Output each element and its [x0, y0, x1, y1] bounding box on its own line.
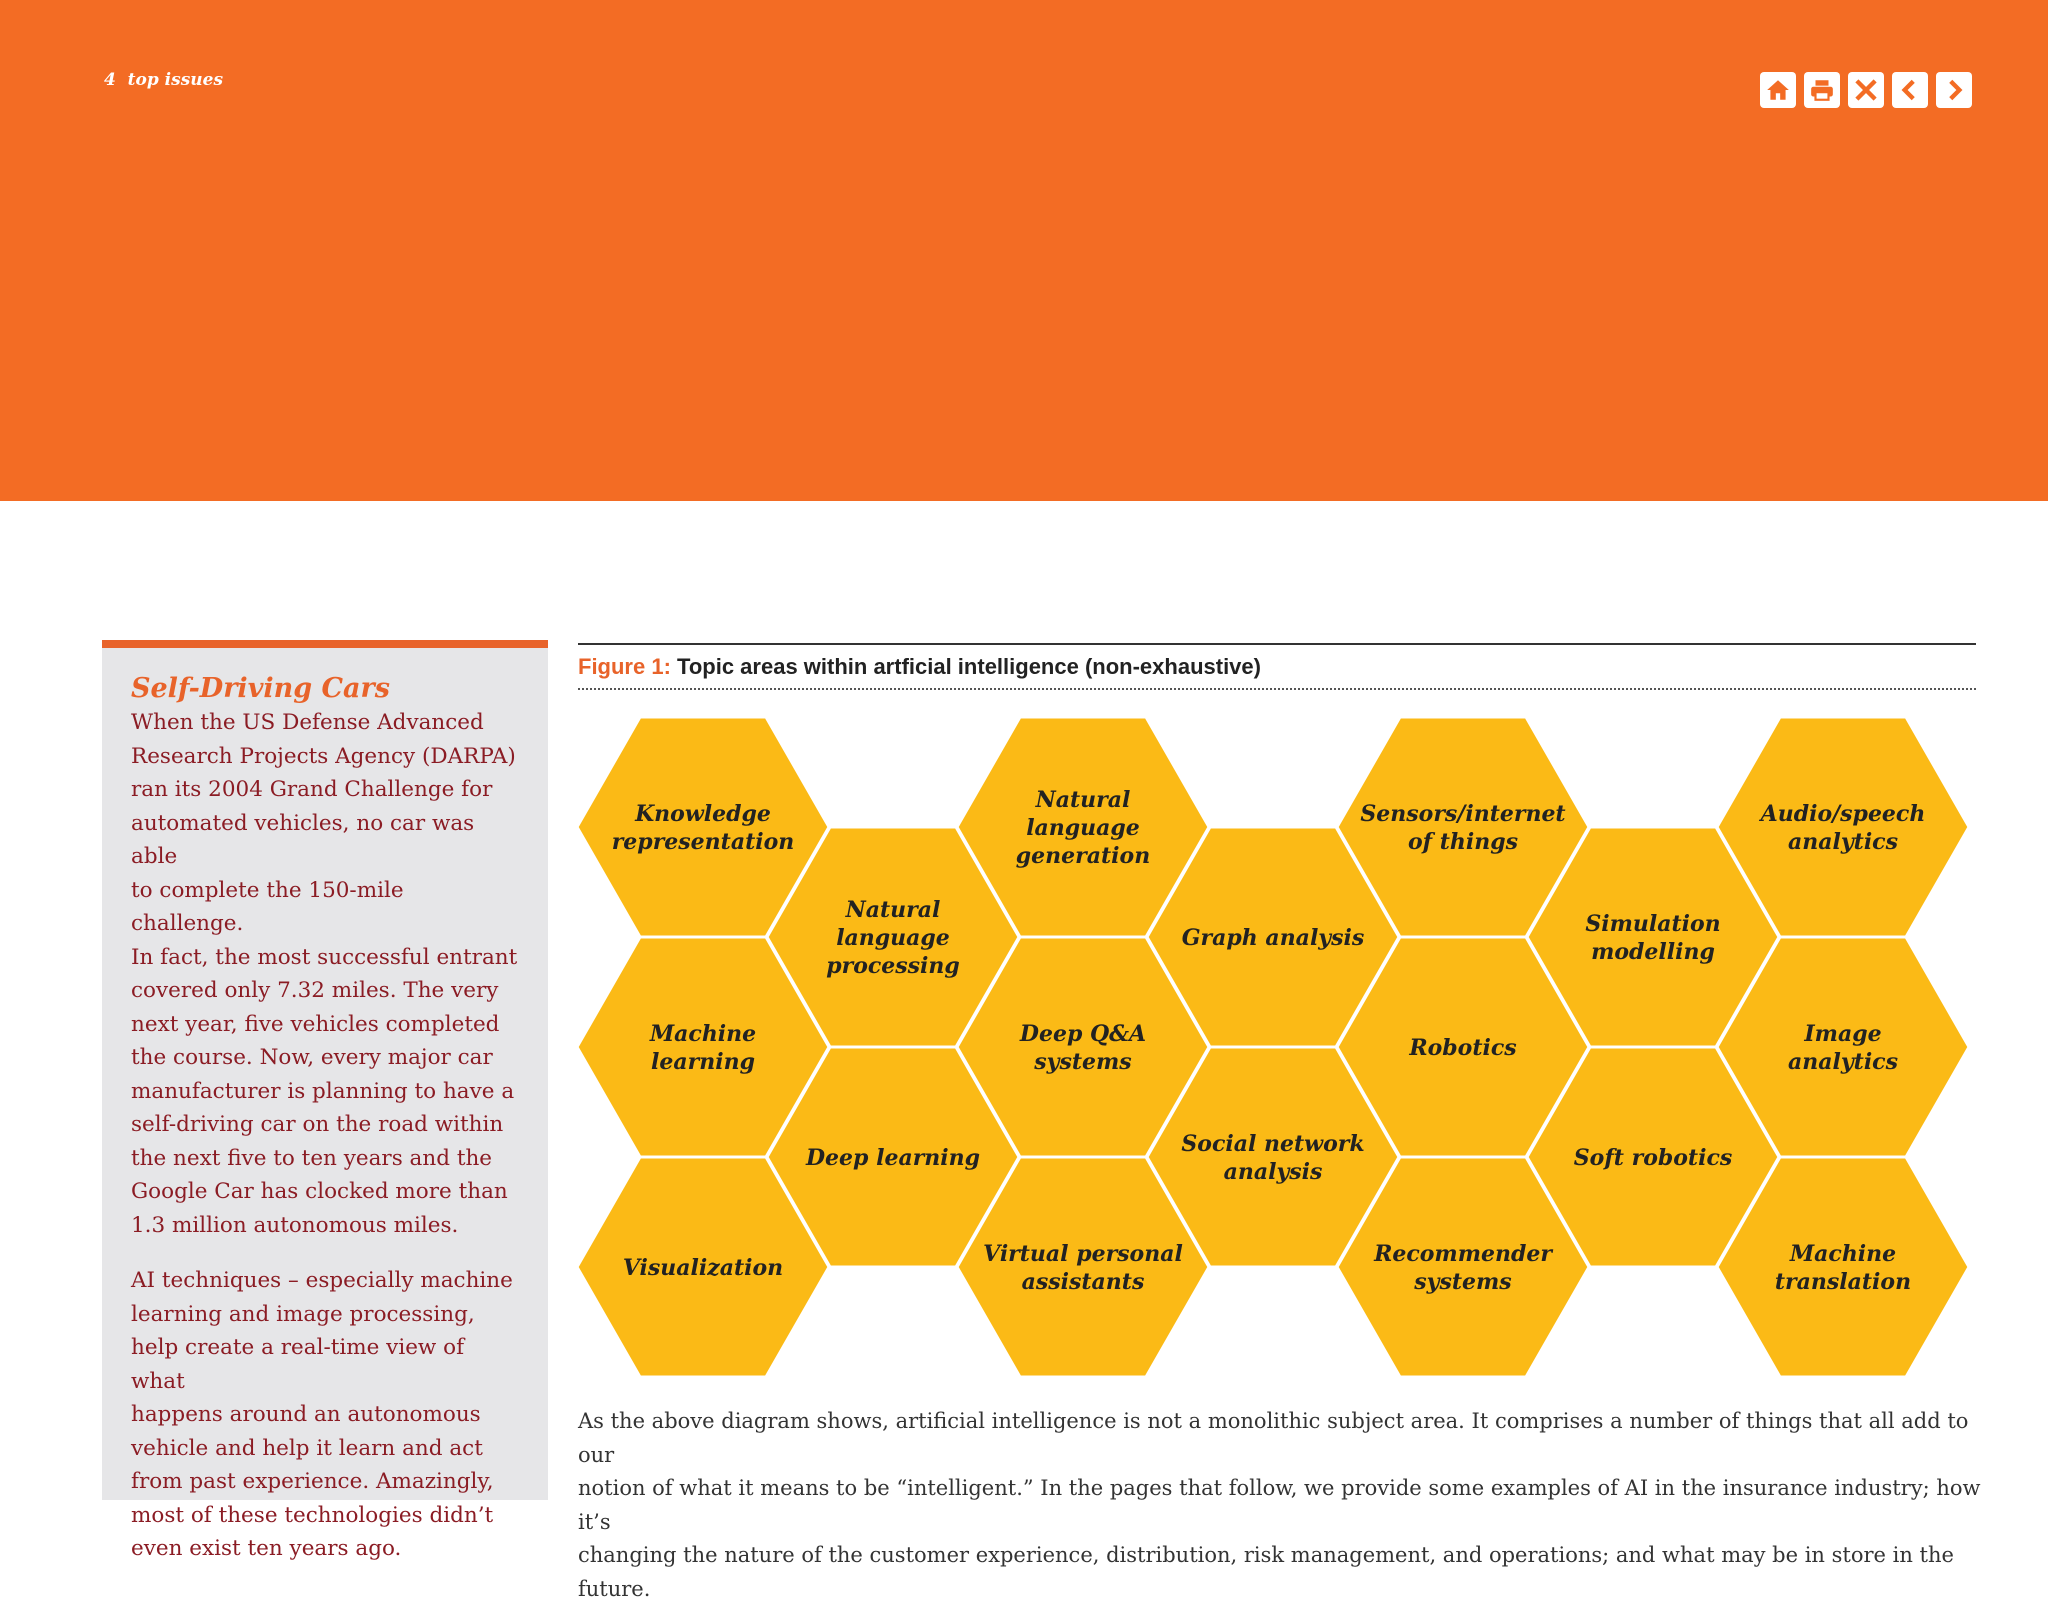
topic-label: analytics: [1788, 829, 1898, 855]
topic-label: Natural: [845, 897, 941, 923]
topic-label: analytics: [1788, 1049, 1898, 1075]
page-label: 4 top issues: [104, 70, 224, 90]
topic-label: Social network: [1181, 1131, 1365, 1157]
figure-title: Topic areas within artficial intelligence (non-exhaustive): [677, 654, 1261, 679]
topic-label: language: [1026, 815, 1140, 841]
topic-label: Graph analysis: [1181, 925, 1365, 951]
figure-number: Figure 1:: [578, 654, 671, 679]
topic-label: Audio/speech: [1760, 801, 1926, 827]
topic-label: language: [836, 925, 950, 951]
topic-label: of things: [1407, 829, 1519, 855]
topic-label: generation: [1015, 843, 1151, 869]
topic-label: Visualization: [622, 1255, 784, 1281]
topic-label: Soft robotics: [1573, 1145, 1733, 1171]
topic-label: Natural: [1035, 787, 1131, 813]
topic-label: Machine: [1789, 1241, 1897, 1267]
topic-label: Virtual personal: [983, 1241, 1183, 1267]
topic-label: assistants: [1021, 1269, 1145, 1295]
sidebar-paragraph-2: AI techniques – especially machine learning and image processing, help create a real-time view of what happens around an autonomous vehicle and help it learn and act from past experience. Amazingly, most of these technologies didn’t even exist ten years ago.: [131, 1268, 513, 1561]
topic-label: Deep learning: [805, 1145, 981, 1171]
topic-label: systems: [1414, 1269, 1512, 1295]
topic-label: analysis: [1223, 1159, 1323, 1185]
body-paragraph: As the above diagram shows, artificial intelligence is not a monolithic subject area. It comprises a number of things that all add to our notion of what it means to be “intelligent.” In the pages that follow, we provide some examples of AI in the insurance industry; how it’s changing the nature of the customer experience, distribution, risk management, and operations; and what may be in store in the future.: [578, 1409, 1981, 1601]
topic-label: Recommender: [1374, 1241, 1552, 1267]
topic-label: Machine: [649, 1021, 757, 1047]
topic-label: translation: [1774, 1269, 1912, 1295]
topic-label: representation: [611, 829, 795, 855]
topic-label: processing: [826, 953, 960, 979]
topic-label: learning: [651, 1049, 755, 1075]
sidebar-paragraph-1: When the US Defense Advanced Research Projects Agency (DARPA) ran its 2004 Grand Challenge for automated vehicles, no car was able to complete the 150-mile challenge. In fact, the most successful entrant covered only 7.32 miles. The very next year, five vehicles completed the course. Now, every major car manufacturer is planning to have a self-driving car on the road within the next five to ten years and the Google Car has clocked more than 1.3 million autonomous miles.: [131, 710, 518, 1238]
topic-label: Robotics: [1409, 1035, 1517, 1061]
topic-label: modelling: [1591, 939, 1715, 965]
topic-label: Simulation: [1585, 911, 1721, 937]
topic-label: Sensors/internet: [1360, 801, 1566, 827]
topic-label: systems: [1034, 1049, 1132, 1075]
topic-label: Knowledge: [635, 801, 771, 827]
sidebar-title: Self-Driving Cars: [131, 673, 390, 704]
topic-label: Deep Q&A: [1019, 1021, 1147, 1047]
topic-label: Image: [1804, 1021, 1882, 1047]
